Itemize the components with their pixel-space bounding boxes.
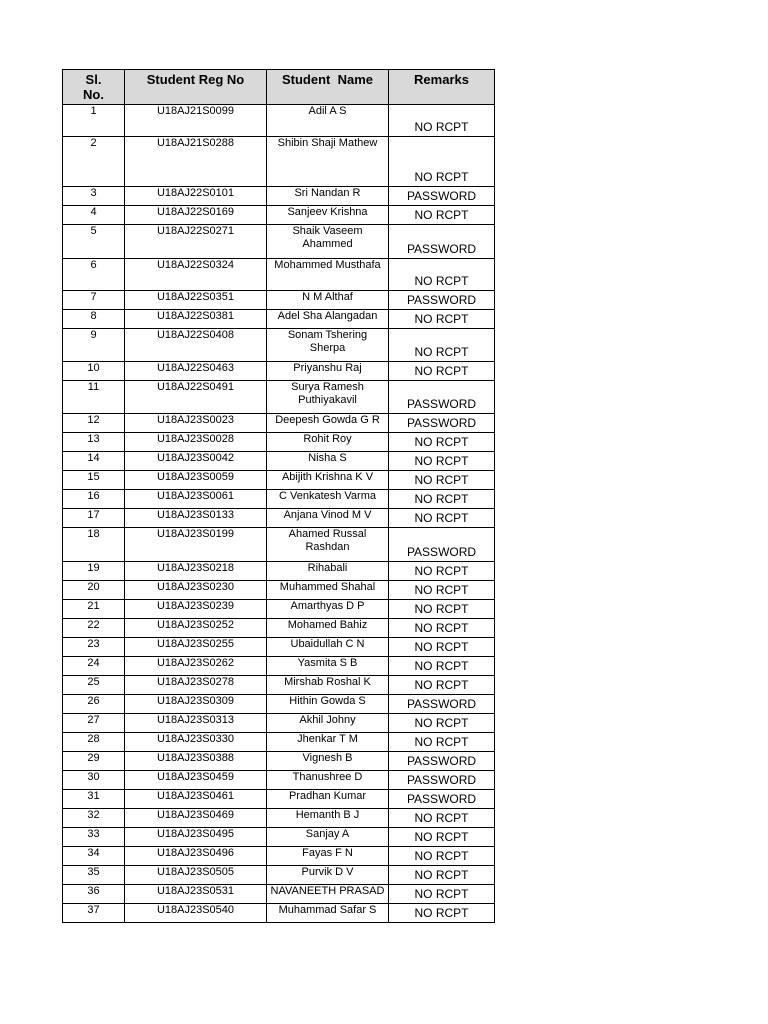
table-row [63, 471, 495, 490]
cell-sl-no: 10 [63, 362, 125, 381]
table-row [63, 381, 495, 414]
student-remarks-table [62, 69, 495, 923]
cell-remarks: PASSWORD [389, 695, 495, 714]
cell-remarks: NO RCPT [389, 105, 495, 137]
table-row [63, 866, 495, 885]
cell-reg-no: U18AJ23S0330 [125, 733, 267, 752]
cell-student-name: Sri Nandan R [267, 187, 389, 206]
cell-remarks: NO RCPT [389, 904, 495, 923]
cell-remarks: PASSWORD [389, 528, 495, 562]
table-row [63, 828, 495, 847]
cell-student-name: Mohamed Bahiz [267, 619, 389, 638]
cell-remarks: NO RCPT [389, 657, 495, 676]
header-sl-no [63, 70, 125, 105]
cell-reg-no: U18AJ23S0059 [125, 471, 267, 490]
table-row [63, 362, 495, 381]
cell-remarks: PASSWORD [389, 291, 495, 310]
cell-remarks: NO RCPT [389, 310, 495, 329]
cell-remarks: PASSWORD [389, 225, 495, 259]
table-row [63, 225, 495, 259]
cell-student-name: NAVANEETH PRASAD [267, 885, 389, 904]
cell-student-name: Rohit Roy [267, 433, 389, 452]
cell-sl-no: 29 [63, 752, 125, 771]
cell-student-name: Deepesh Gowda G R [267, 414, 389, 433]
cell-student-name: C Venkatesh Varma [267, 490, 389, 509]
table-row [63, 695, 495, 714]
cell-remarks: NO RCPT [389, 676, 495, 695]
cell-reg-no: U18AJ22S0101 [125, 187, 267, 206]
table-row [63, 809, 495, 828]
cell-sl-no: 12 [63, 414, 125, 433]
cell-sl-no: 15 [63, 471, 125, 490]
cell-reg-no: U18AJ23S0028 [125, 433, 267, 452]
table-row [63, 676, 495, 695]
cell-reg-no: U18AJ23S0239 [125, 600, 267, 619]
header-sl-no-text: Sl. No. [83, 72, 104, 102]
cell-sl-no: 20 [63, 581, 125, 600]
cell-reg-no: U18AJ23S0461 [125, 790, 267, 809]
cell-reg-no: U18AJ23S0042 [125, 452, 267, 471]
table-row [63, 790, 495, 809]
header-remarks-text: Remarks [414, 72, 469, 87]
table-row [63, 562, 495, 581]
cell-student-name: Mohammed Musthafa [267, 259, 389, 291]
cell-sl-no: 28 [63, 733, 125, 752]
cell-sl-no: 26 [63, 695, 125, 714]
table-row [63, 490, 495, 509]
cell-sl-no: 35 [63, 866, 125, 885]
cell-reg-no: U18AJ23S0278 [125, 676, 267, 695]
table-row [63, 528, 495, 562]
header-remarks [389, 70, 495, 105]
cell-reg-no: U18AJ21S0288 [125, 137, 267, 187]
table-row [63, 137, 495, 187]
cell-sl-no: 9 [63, 329, 125, 362]
cell-reg-no: U18AJ22S0463 [125, 362, 267, 381]
cell-sl-no: 25 [63, 676, 125, 695]
cell-student-name: Jhenkar T M [267, 733, 389, 752]
table-row [63, 619, 495, 638]
cell-reg-no: U18AJ22S0408 [125, 329, 267, 362]
table-row [63, 187, 495, 206]
cell-student-name: Hemanth B J [267, 809, 389, 828]
cell-reg-no: U18AJ23S0313 [125, 714, 267, 733]
cell-sl-no: 2 [63, 137, 125, 187]
cell-reg-no: U18AJ23S0309 [125, 695, 267, 714]
cell-sl-no: 37 [63, 904, 125, 923]
cell-student-name: Muhammad Safar S [267, 904, 389, 923]
header-student-name-text: Student Name [281, 72, 373, 87]
cell-student-name: N M Althaf [267, 291, 389, 310]
cell-student-name: Surya Ramesh Puthiyakavil [267, 381, 389, 414]
table-row [63, 657, 495, 676]
cell-sl-no: 3 [63, 187, 125, 206]
cell-remarks: NO RCPT [389, 259, 495, 291]
cell-remarks: NO RCPT [389, 866, 495, 885]
cell-sl-no: 34 [63, 847, 125, 866]
cell-sl-no: 18 [63, 528, 125, 562]
cell-remarks: NO RCPT [389, 809, 495, 828]
cell-reg-no: U18AJ22S0169 [125, 206, 267, 225]
cell-sl-no: 1 [63, 105, 125, 137]
cell-reg-no: U18AJ23S0505 [125, 866, 267, 885]
cell-student-name: Mirshab Roshal K [267, 676, 389, 695]
cell-student-name: Sanjeev Krishna [267, 206, 389, 225]
table-row [63, 414, 495, 433]
cell-remarks: NO RCPT [389, 600, 495, 619]
cell-remarks: NO RCPT [389, 433, 495, 452]
cell-remarks: NO RCPT [389, 581, 495, 600]
cell-remarks: NO RCPT [389, 329, 495, 362]
table-row [63, 714, 495, 733]
cell-student-name: Fayas F N [267, 847, 389, 866]
cell-student-name: Pradhan Kumar [267, 790, 389, 809]
cell-reg-no: U18AJ23S0255 [125, 638, 267, 657]
cell-remarks: NO RCPT [389, 562, 495, 581]
cell-student-name: Amarthyas D P [267, 600, 389, 619]
table-row [63, 206, 495, 225]
cell-reg-no: U18AJ23S0495 [125, 828, 267, 847]
cell-student-name: Hithin Gowda S [267, 695, 389, 714]
table-row [63, 105, 495, 137]
cell-student-name: Sonam Tshering Sherpa [267, 329, 389, 362]
cell-remarks: PASSWORD [389, 790, 495, 809]
cell-student-name: Vignesh B [267, 752, 389, 771]
table-row [63, 259, 495, 291]
header-row [63, 70, 495, 105]
cell-reg-no: U18AJ23S0262 [125, 657, 267, 676]
header-reg-no-text: Student Reg No [146, 72, 245, 87]
cell-remarks: PASSWORD [389, 752, 495, 771]
table-row [63, 291, 495, 310]
table-row [63, 329, 495, 362]
cell-sl-no: 32 [63, 809, 125, 828]
cell-reg-no: U18AJ23S0496 [125, 847, 267, 866]
cell-reg-no: U18AJ23S0199 [125, 528, 267, 562]
cell-sl-no: 22 [63, 619, 125, 638]
cell-remarks: NO RCPT [389, 490, 495, 509]
cell-student-name: Rihabali [267, 562, 389, 581]
cell-remarks: NO RCPT [389, 828, 495, 847]
cell-sl-no: 6 [63, 259, 125, 291]
cell-remarks: NO RCPT [389, 733, 495, 752]
cell-remarks: NO RCPT [389, 452, 495, 471]
cell-reg-no: U18AJ23S0388 [125, 752, 267, 771]
cell-reg-no: U18AJ23S0459 [125, 771, 267, 790]
cell-sl-no: 5 [63, 225, 125, 259]
cell-student-name: Ahamed Russal Rashdan [267, 528, 389, 562]
cell-reg-no: U18AJ23S0230 [125, 581, 267, 600]
header-student-name [267, 70, 389, 105]
cell-student-name: Muhammed Shahal [267, 581, 389, 600]
cell-reg-no: U18AJ22S0491 [125, 381, 267, 414]
table-row [63, 733, 495, 752]
cell-remarks: NO RCPT [389, 137, 495, 187]
table-body [63, 105, 495, 923]
table-row [63, 581, 495, 600]
table-row [63, 904, 495, 923]
cell-sl-no: 36 [63, 885, 125, 904]
cell-sl-no: 14 [63, 452, 125, 471]
cell-sl-no: 17 [63, 509, 125, 528]
cell-student-name: Anjana Vinod M V [267, 509, 389, 528]
cell-reg-no: U18AJ23S0061 [125, 490, 267, 509]
cell-remarks: PASSWORD [389, 187, 495, 206]
cell-sl-no: 16 [63, 490, 125, 509]
cell-sl-no: 7 [63, 291, 125, 310]
table-row [63, 885, 495, 904]
cell-remarks: NO RCPT [389, 619, 495, 638]
cell-student-name: Abijith Krishna K V [267, 471, 389, 490]
cell-remarks: PASSWORD [389, 381, 495, 414]
cell-remarks: PASSWORD [389, 771, 495, 790]
cell-remarks: NO RCPT [389, 714, 495, 733]
table-row [63, 433, 495, 452]
cell-remarks: NO RCPT [389, 509, 495, 528]
cell-reg-no: U18AJ23S0531 [125, 885, 267, 904]
cell-reg-no: U18AJ23S0023 [125, 414, 267, 433]
cell-sl-no: 33 [63, 828, 125, 847]
cell-student-name: Yasmita S B [267, 657, 389, 676]
cell-remarks: NO RCPT [389, 638, 495, 657]
cell-reg-no: U18AJ21S0099 [125, 105, 267, 137]
cell-remarks: NO RCPT [389, 847, 495, 866]
cell-reg-no: U18AJ22S0271 [125, 225, 267, 259]
table-row [63, 452, 495, 471]
header-reg-no [125, 70, 267, 105]
cell-reg-no: U18AJ23S0469 [125, 809, 267, 828]
cell-student-name: Sanjay A [267, 828, 389, 847]
cell-sl-no: 4 [63, 206, 125, 225]
cell-sl-no: 11 [63, 381, 125, 414]
cell-reg-no: U18AJ22S0381 [125, 310, 267, 329]
cell-reg-no: U18AJ22S0351 [125, 291, 267, 310]
cell-reg-no: U18AJ23S0252 [125, 619, 267, 638]
cell-remarks: NO RCPT [389, 206, 495, 225]
cell-remarks: NO RCPT [389, 471, 495, 490]
cell-student-name: Priyanshu Raj [267, 362, 389, 381]
cell-sl-no: 21 [63, 600, 125, 619]
cell-student-name: Akhil Johny [267, 714, 389, 733]
cell-sl-no: 19 [63, 562, 125, 581]
cell-reg-no: U18AJ22S0324 [125, 259, 267, 291]
cell-student-name: Ubaidullah C N [267, 638, 389, 657]
cell-sl-no: 8 [63, 310, 125, 329]
cell-student-name: Purvik D V [267, 866, 389, 885]
cell-student-name: Shaik Vaseem Ahammed [267, 225, 389, 259]
table-row [63, 600, 495, 619]
cell-reg-no: U18AJ23S0540 [125, 904, 267, 923]
cell-reg-no: U18AJ23S0218 [125, 562, 267, 581]
cell-remarks: NO RCPT [389, 362, 495, 381]
table-header [63, 70, 495, 105]
table-row [63, 752, 495, 771]
table-row [63, 310, 495, 329]
table-row [63, 638, 495, 657]
cell-student-name: Adil A S [267, 105, 389, 137]
table-row [63, 771, 495, 790]
cell-sl-no: 23 [63, 638, 125, 657]
cell-student-name: Shibin Shaji Mathew [267, 137, 389, 187]
cell-reg-no: U18AJ23S0133 [125, 509, 267, 528]
cell-sl-no: 13 [63, 433, 125, 452]
table-row [63, 847, 495, 866]
cell-student-name: Thanushree D [267, 771, 389, 790]
cell-remarks: PASSWORD [389, 414, 495, 433]
cell-sl-no: 30 [63, 771, 125, 790]
cell-remarks: NO RCPT [389, 885, 495, 904]
cell-student-name: Adel Sha Alangadan [267, 310, 389, 329]
cell-sl-no: 24 [63, 657, 125, 676]
cell-student-name: Nisha S [267, 452, 389, 471]
cell-sl-no: 27 [63, 714, 125, 733]
cell-sl-no: 31 [63, 790, 125, 809]
table-row [63, 509, 495, 528]
